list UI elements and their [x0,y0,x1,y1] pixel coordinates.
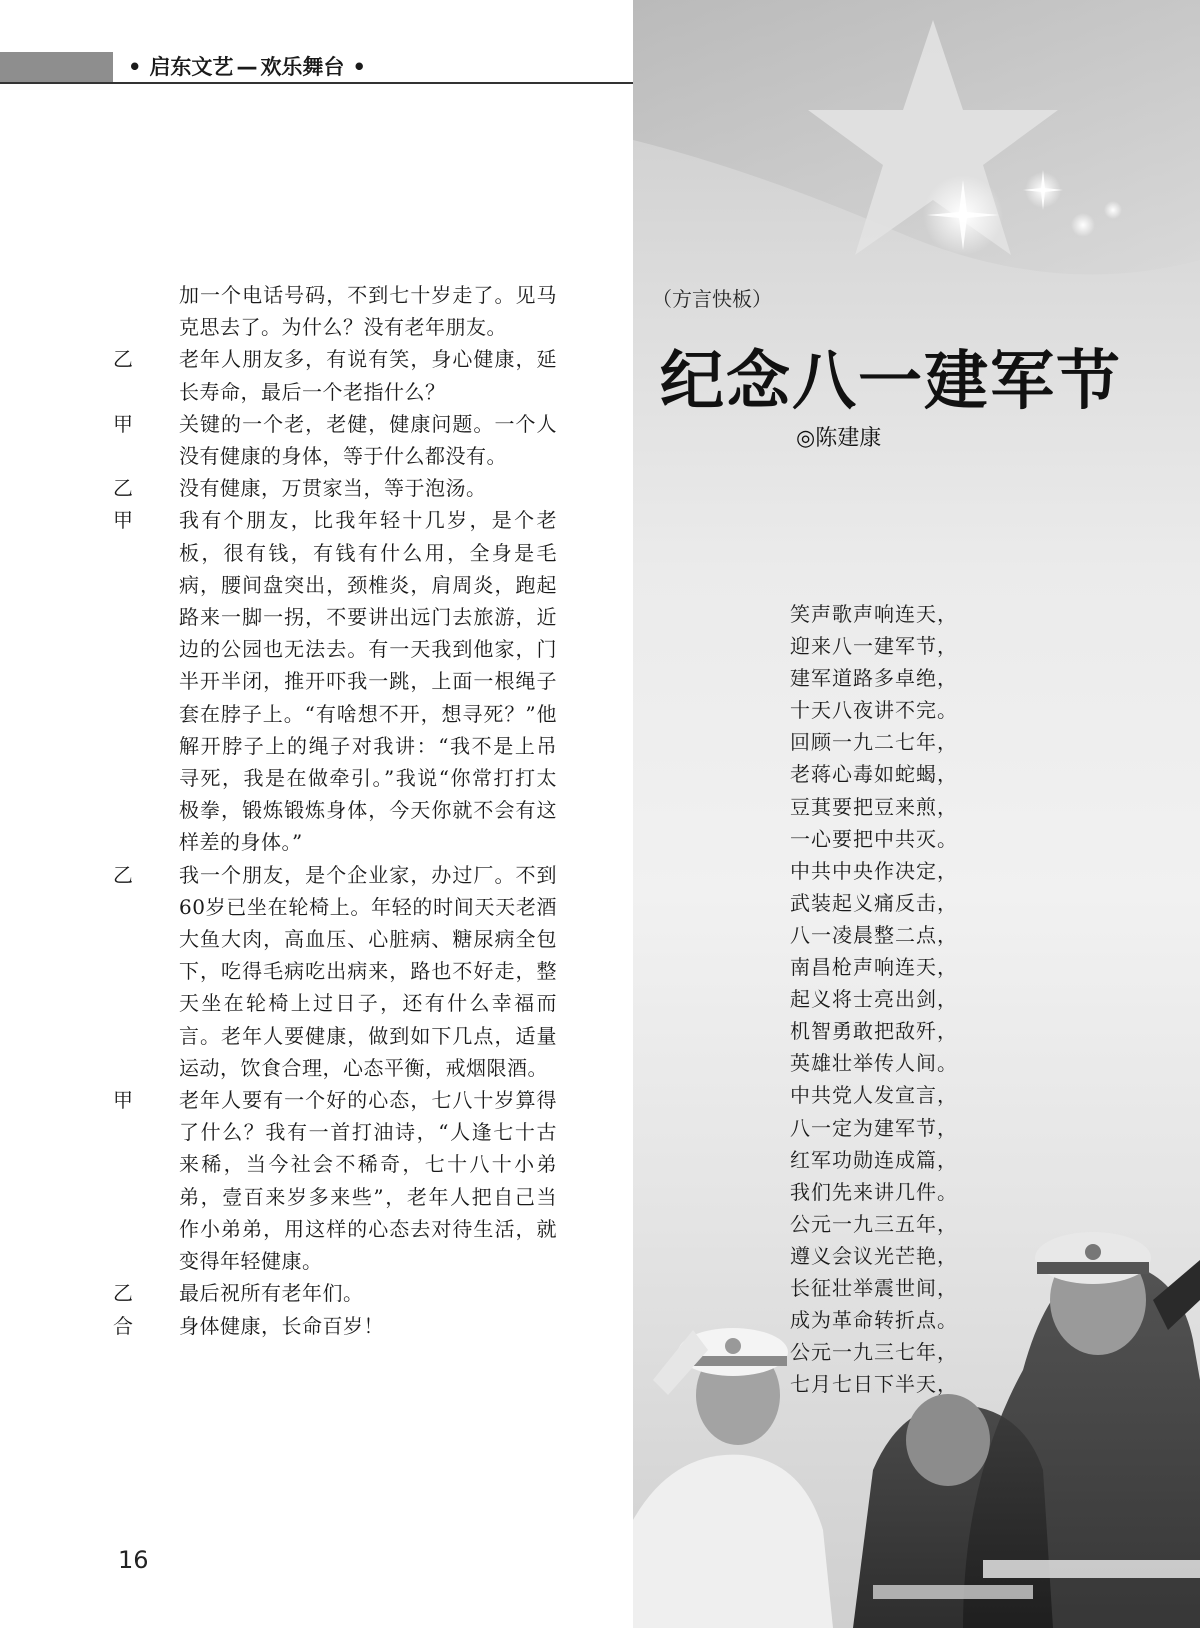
poem-line: 公元一九三七年， [790,1340,958,1365]
dialogue-text: 我一个朋友，是个企业家，办过厂。不到60岁已坐在轮椅上。年轻的时间天天老酒大鱼大肉，高血压、心脏病、糖尿病全包下，吃得毛病吃出病来，路也不好走，整天坐在轮椅上过日子，还有什么幸福而言。老年人要健康，做到如下几点，适量运动，饮食合理，心态平衡，戒烟限酒。 [179,862,557,1080]
poem-line: 起义将士亮出剑， [790,987,958,1012]
poem-line: 武装起义痛反击， [790,890,958,915]
header-title [120,52,374,82]
dialogue-line [113,408,563,472]
speaker-label: 合 [113,1313,133,1338]
dialogue-line [113,1277,563,1309]
dialogue-text: 加一个电话号码，不到七十岁走了。见马克思去了。为什么？没有老年朋友。 [179,283,557,340]
dialogue-text: 我有个朋友，比我年轻十几岁，是个老板，很有钱，有钱有什么用，全身是毛病，腰间盘突出，颈椎炎，肩周炎，跑起路来一脚一拐，不要讲出远门去旅游，近边的公园也无法去。有一天我到他家，门半开半闭，推开吓我一跳，上面一根绳子套在脖子上。“有啥想不开，想寻死？”他解开脖子上的绳子对我讲：“我不是上吊寻死，我是在做牵引。”我说“你常打打太极拳，锻炼锻炼身体，今天你就不会有这样差的身体。” [179,508,557,855]
poem-line: 建军道路多卓绝， [790,666,958,691]
header-gray-block [0,52,113,82]
speaker-label: 乙 [113,476,133,501]
author-byline: ◎陈建康 [796,426,882,451]
piece-title: 纪念八一建军节 [660,345,1122,419]
speaker-label: 乙 [113,1281,133,1306]
poem-line: 回顾一九二七年， [790,730,958,755]
dialogue-line [113,343,563,407]
dialogue-line [113,1084,563,1277]
magazine-name: 启东文艺 [149,55,234,79]
dialogue-text: 老年人要有一个好的心态，七八十岁算得了什么？我有一首打油诗，“人逢七十古来稀，当今社会不稀奇，七十八十小弟弟，壹百来岁多来些”，老年人把自己当作小弟弟，用这样的心态去对待生活，就变得年轻健康。 [179,1088,557,1274]
dialogue-text: 老年人朋友多，有说有笑，身心健康，延长寿命，最后一个老指什么？ [179,347,557,404]
poem-line: 迎来八一建军节， [790,634,958,659]
dialogue-line [113,472,563,504]
speaker-label: 甲 [113,1088,133,1113]
dialogue-text: 没有健康，万贯家当，等于泡汤。 [179,476,487,501]
genre-label: （方言快板） [652,287,772,311]
dialogue-line [113,859,563,1084]
poem-line: 豆萁要把豆来煎， [790,794,958,819]
speaker-label: 乙 [113,862,133,887]
header-separator: — [236,55,258,79]
poem-line: 遵义会议光芒艳， [790,1243,958,1268]
poem-line: 十天八夜讲不完。 [790,698,958,723]
poem-line: 中共中央作决定， [790,858,958,883]
poem-line: 一心要把中共灭。 [790,826,958,851]
poem-line: 中共党人发宣言， [790,1083,958,1108]
poem-line: 八一定为建军节， [790,1115,958,1140]
poem-line: 公元一九三五年， [790,1211,958,1236]
poem-line: 我们先来讲几件。 [790,1179,958,1204]
poem-line: 笑声歌声响连天， [790,602,958,626]
poem-column [790,598,990,1400]
poem-line: 红军功勋连成篇， [790,1147,958,1172]
speaker-label: 乙 [113,347,133,372]
poem-line: 七月七日下半天， [790,1372,958,1397]
poem-line: 英雄壮举传人间。 [790,1051,958,1076]
dialogue-text: 关键的一个老，老健，健康问题。一个人没有健康的身体，等于什么都没有。 [179,411,557,469]
dialogue-text: 最后祝所有老年们。 [179,1281,364,1306]
dialogue-column [113,279,563,1342]
poem-line: 长征壮举震世间， [790,1275,958,1300]
speaker-label: 甲 [113,508,133,533]
dialogue-line [113,504,563,858]
dialogue-text: 身体健康，长命百岁！ [179,1313,384,1338]
poem-line: 老蒋心毒如蛇蝎， [790,762,958,787]
page-number: 16 [118,1546,149,1574]
poem-line: 成为革命转折点。 [790,1308,958,1333]
column-name: 欢乐舞台 [260,55,345,79]
dialogue-line [113,279,563,343]
header-bullet-left: • [128,55,142,79]
header-bullet-right: • [352,55,366,79]
speaker-label: 甲 [113,411,133,436]
poem-line: 机智勇敢把敌歼， [790,1019,958,1044]
poem-line: 南昌枪声响连天， [790,955,958,980]
poem-line: 八一凌晨整二点， [790,922,958,947]
dialogue-line [113,1310,563,1342]
